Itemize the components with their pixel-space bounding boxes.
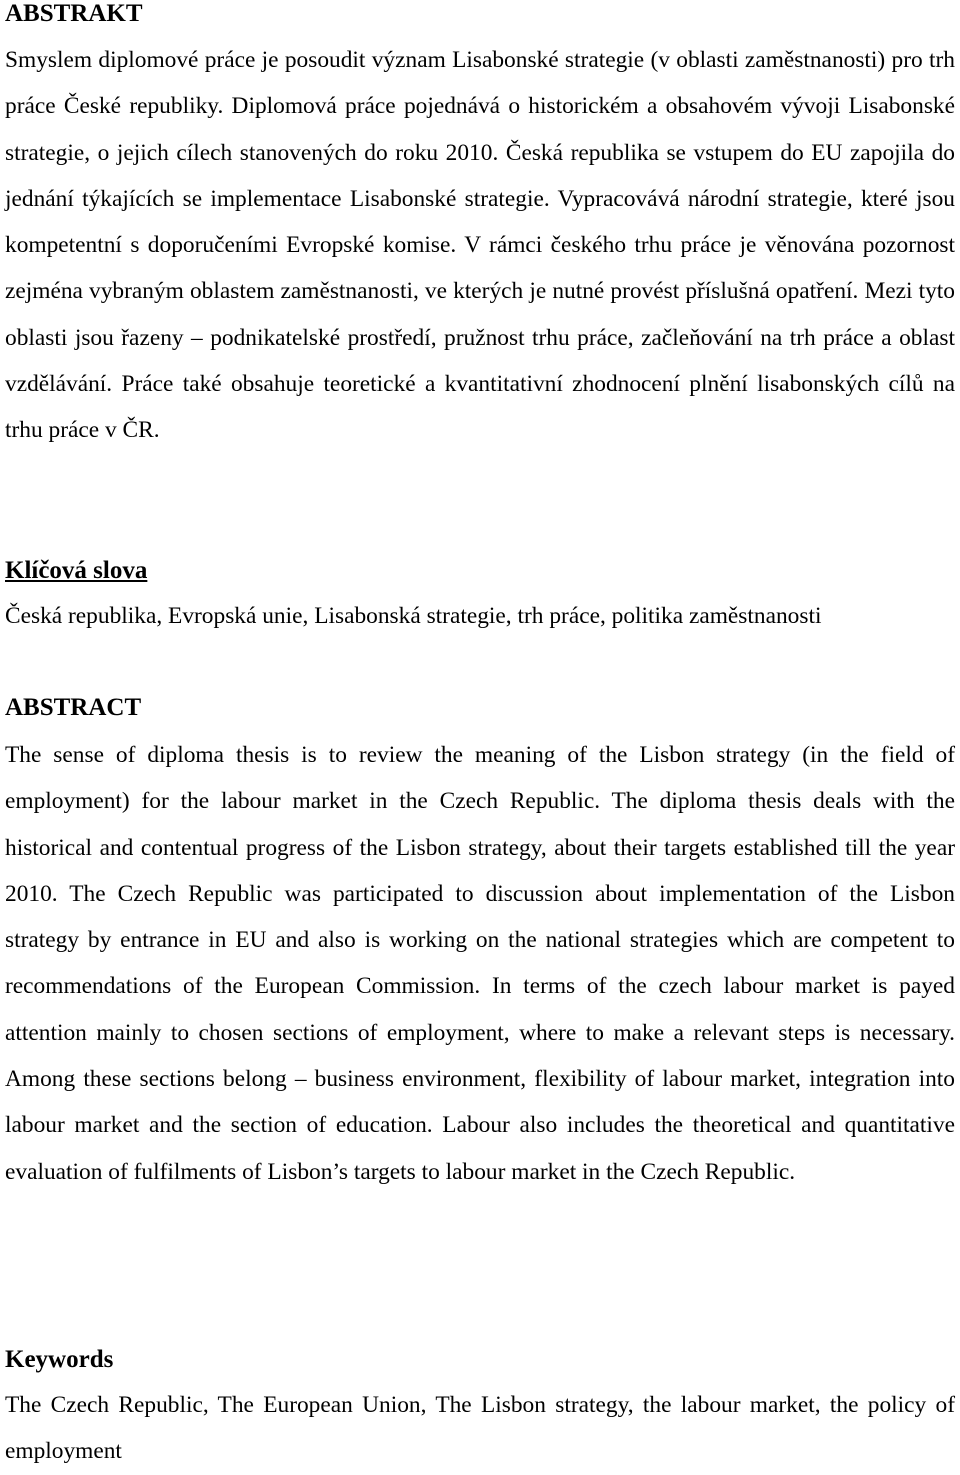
- abstrakt-paragraph: Smyslem diplomové práce je posoudit význam Lisabonské strategie (v oblasti zaměstnanosti) pro trh práce České republiky. Diplomová práce pojednává o historickém a obsahovém vývoji Lisabonské strategie, o jejich cílech stanovených do roku 2010. Česká republika se vstupem do EU zapojila do jednání týkajících se implementace Lisabonské strategie. Vypracovává národní strategie, které jsou kompetentní s doporučeními Evropské komise. V rámci českého trhu práce je věnována pozornost zejména vybraným oblastem zaměstnanosti, ve kterých je nutné provést příslušná opatření. Mezi tyto oblasti jsou řazeny – podnikatelské prostředí, pružnost trhu práce, začleňování na trh práce a oblast vzdělávání. Práce také obsahuje teoretické a kvantitativní zhodnocení plnění lisabonských cílů na trhu práce v ČR.: [5, 47, 955, 444]
- keywords-text: The Czech Republic, The European Union, The Lisbon strategy, the labour market, the policy of employment: [5, 1392, 955, 1465]
- abstrakt-heading: ABSTRAKT: [5, 0, 143, 27]
- keywords-heading: Keywords: [5, 1346, 114, 1373]
- abstract-paragraph: The sense of diploma thesis is to review the meaning of the Lisbon strategy (in the field of employment) for the labour market in the Czech Republic. The diploma thesis deals with the historical and contentual progress of the Lisbon strategy, about their targets established till the year 2010. The Czech Republic was participated to discussion about implementation of the Lisbon strategy by entrance in EU and also is working on the national strategies which are competent to recommendations of the European Commission. In terms of the czech labour market is payed attention mainly to chosen sections of employment, where to make a relevant steps is necessary. Among these sections belong – business environment, flexibility of labour market, integration into labour market and the section of education. Labour also includes the theoretical and quantitative evaluation of fulfilments of Lisbon’s targets to labour market in the Czech Republic.: [5, 742, 955, 1185]
- abstract-heading: ABSTRACT: [5, 694, 142, 721]
- klicova-slova-heading: Klíčová slova: [5, 557, 148, 584]
- klicova-slova-text: Česká republika, Evropská unie, Lisabonská strategie, trh práce, politika zaměstnanosti: [5, 603, 822, 629]
